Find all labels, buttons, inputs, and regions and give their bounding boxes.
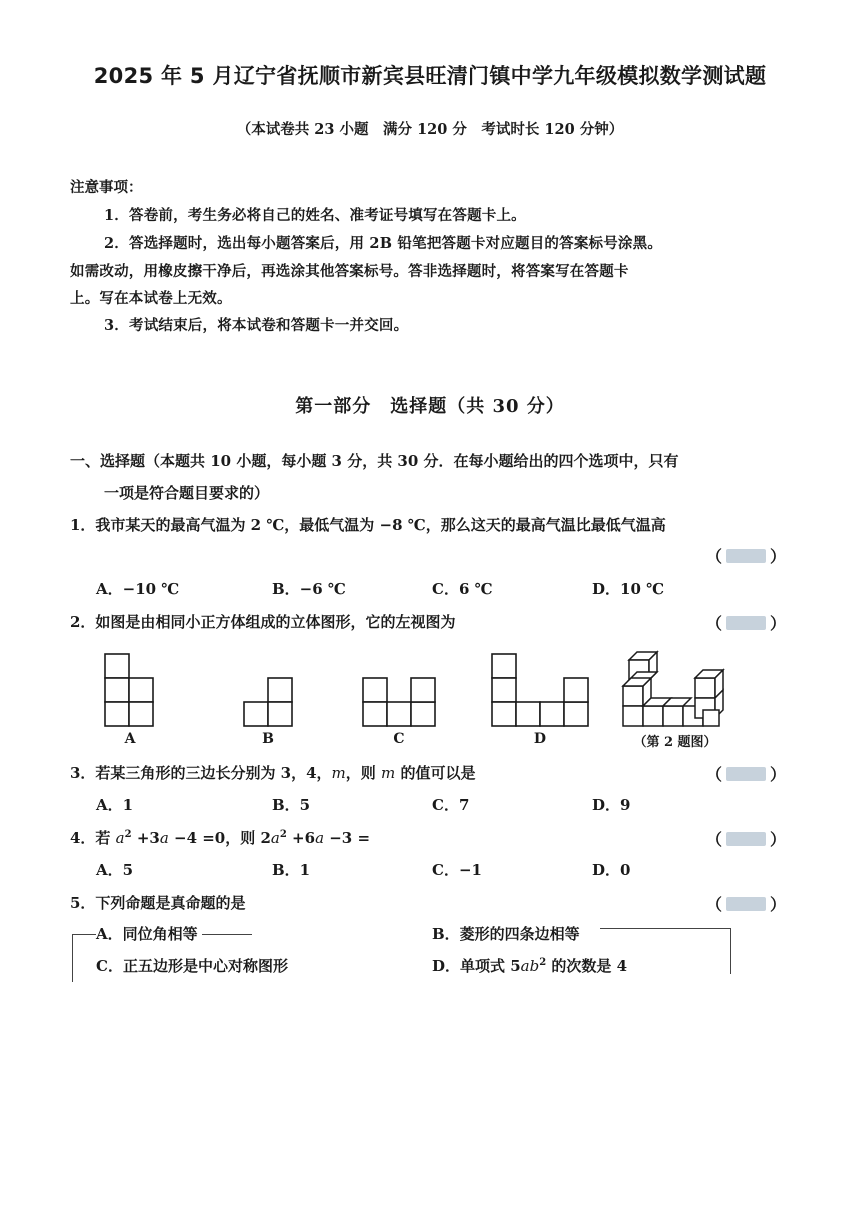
q5-option-a: A．同位角相等 — [96, 923, 202, 944]
q3-stem-part: 3．若某三角形的三边长分别为 3，4， — [70, 764, 332, 782]
paren-close: ） — [770, 614, 787, 633]
q4-option-d: D．0 — [592, 861, 631, 879]
figure-caption: （第 2 题图） — [633, 735, 717, 750]
exam-title: 2025 年 5 月辽宁省抚顺市新宾县旺清门镇中学九年级模拟数学测试题 — [93, 64, 767, 88]
answer-box — [726, 897, 766, 911]
figure-3d-solid — [623, 652, 723, 726]
q3-var: m — [381, 764, 396, 782]
section-heading: 一、选择题（本题共 10 小题，每小题 3 分，共 30 分．在每小题给出的四个选项中，只有 — [70, 452, 679, 470]
paren-close: ） — [770, 765, 787, 784]
q4-var: a — [315, 829, 325, 847]
notice-line-4: 上。写在本试卷上无效。 — [70, 290, 232, 307]
figure-option-c — [363, 678, 435, 726]
q5-option-b: B．菱形的四条边相等 — [432, 923, 584, 944]
answer-blank-q5[interactable] — [706, 892, 786, 915]
q5-option-d-exponent: 2 — [539, 957, 547, 968]
paren-open: （ — [706, 830, 723, 849]
paren-close: ） — [770, 830, 787, 849]
question-4-stem — [70, 827, 370, 848]
q4-var: a — [159, 829, 169, 847]
part-title: 第一部分 选择题（共 30 分） — [295, 396, 565, 417]
question-3-stem — [70, 762, 475, 783]
figure-label-b: B — [262, 731, 274, 747]
paren-open: （ — [706, 895, 723, 914]
q5-option-c: C．正五边形是中心对称图形 — [96, 957, 288, 975]
q2-figures — [0, 640, 860, 732]
exam-subtitle: （本试卷共 23 小题 满分 120 分 考试时长 120 分钟） — [236, 121, 624, 138]
frame-line — [72, 934, 73, 982]
paren-close: ） — [770, 895, 787, 914]
question-1-stem: 1．我市某天的最高气温为 2 ℃，最低气温为 −8 ℃，那么这天的最高气温比最低气温高 — [70, 516, 666, 534]
question-5-stem: 5．下列命题是真命题的是 — [70, 894, 246, 912]
figure-option-a — [105, 654, 153, 726]
answer-blank-q3[interactable] — [706, 762, 786, 785]
q5-option-d-var: ab — [520, 957, 540, 975]
paren-open: （ — [706, 765, 723, 784]
figure-label-d: D — [533, 731, 547, 747]
notice-line-1: 1．答卷前，考生务必将自己的姓名、准考证号填写在答题卡上。 — [104, 207, 526, 224]
q4-option-b: B．1 — [272, 861, 311, 879]
figure-label-a: A — [124, 731, 136, 747]
notice-heading: 注意事项： — [70, 179, 143, 196]
q4-var: a — [270, 829, 280, 847]
q3-option-c: C．7 — [432, 796, 470, 814]
notice-line-2: 2．答选择题时，选出每小题答案后，用 2B 铅笔把答题卡对应题目的答案标号涂黑。 — [104, 235, 663, 252]
answer-box — [726, 549, 766, 563]
notice-line-5: 3．考试结束后，将本试卷和答题卡一并交回。 — [104, 317, 409, 334]
figure-option-b — [244, 678, 292, 726]
answer-blank-q4[interactable] — [706, 827, 786, 850]
paren-close: ） — [770, 547, 787, 566]
q4-stem-part: +3 — [131, 829, 160, 847]
q4-option-a: A．5 — [96, 861, 134, 879]
answer-box — [726, 767, 766, 781]
question-2-stem: 2．如图是由相同小正方体组成的立体图形，它的左视图为 — [70, 613, 456, 631]
q5-option-d-part: 的次数是 4 — [546, 957, 628, 975]
q4-var: a — [115, 829, 125, 847]
q4-stem-part: 4．若 — [70, 829, 116, 847]
q4-exponent: 2 — [279, 829, 287, 840]
paren-open: （ — [706, 547, 723, 566]
q4-stem-part: −4 =0，则 2 — [168, 829, 271, 847]
frame-line — [600, 928, 730, 929]
q1-option-a: A．−10 ℃ — [96, 580, 180, 598]
q1-option-b: B．−6 ℃ — [272, 580, 346, 598]
q3-var: m — [331, 764, 346, 782]
q3-stem-part: 的值可以是 — [395, 764, 476, 782]
figure-label-c: C — [393, 731, 405, 747]
q5-option-d-part: D．单项式 5 — [432, 957, 521, 975]
figure-option-d — [492, 654, 588, 726]
q1-option-c: C．6 ℃ — [432, 580, 493, 598]
q3-stem-part: ，则 — [345, 764, 382, 782]
answer-blank-q1[interactable] — [706, 544, 786, 567]
q3-option-d: D．9 — [592, 796, 631, 814]
frame-line — [730, 928, 731, 974]
q4-exponent: 2 — [124, 829, 132, 840]
answer-blank-q2[interactable] — [706, 611, 786, 634]
q4-option-c: C．−1 — [432, 861, 482, 879]
paren-open: （ — [706, 614, 723, 633]
notice-line-3: 如需改动，用橡皮擦干净后，再选涂其他答案标号。答非选择题时，将答案写在答题卡 — [70, 263, 629, 280]
q4-stem-part: +6 — [286, 829, 316, 847]
q5-option-d — [432, 955, 627, 976]
answer-box — [726, 616, 766, 630]
q1-option-d: D．10 ℃ — [592, 580, 665, 598]
q3-option-a: A．1 — [96, 796, 134, 814]
q3-option-b: B．5 — [272, 796, 311, 814]
q4-stem-part: −3 = — [324, 829, 371, 847]
section-heading-cont: 一项是符合题目要求的） — [104, 484, 270, 502]
answer-box — [726, 832, 766, 846]
